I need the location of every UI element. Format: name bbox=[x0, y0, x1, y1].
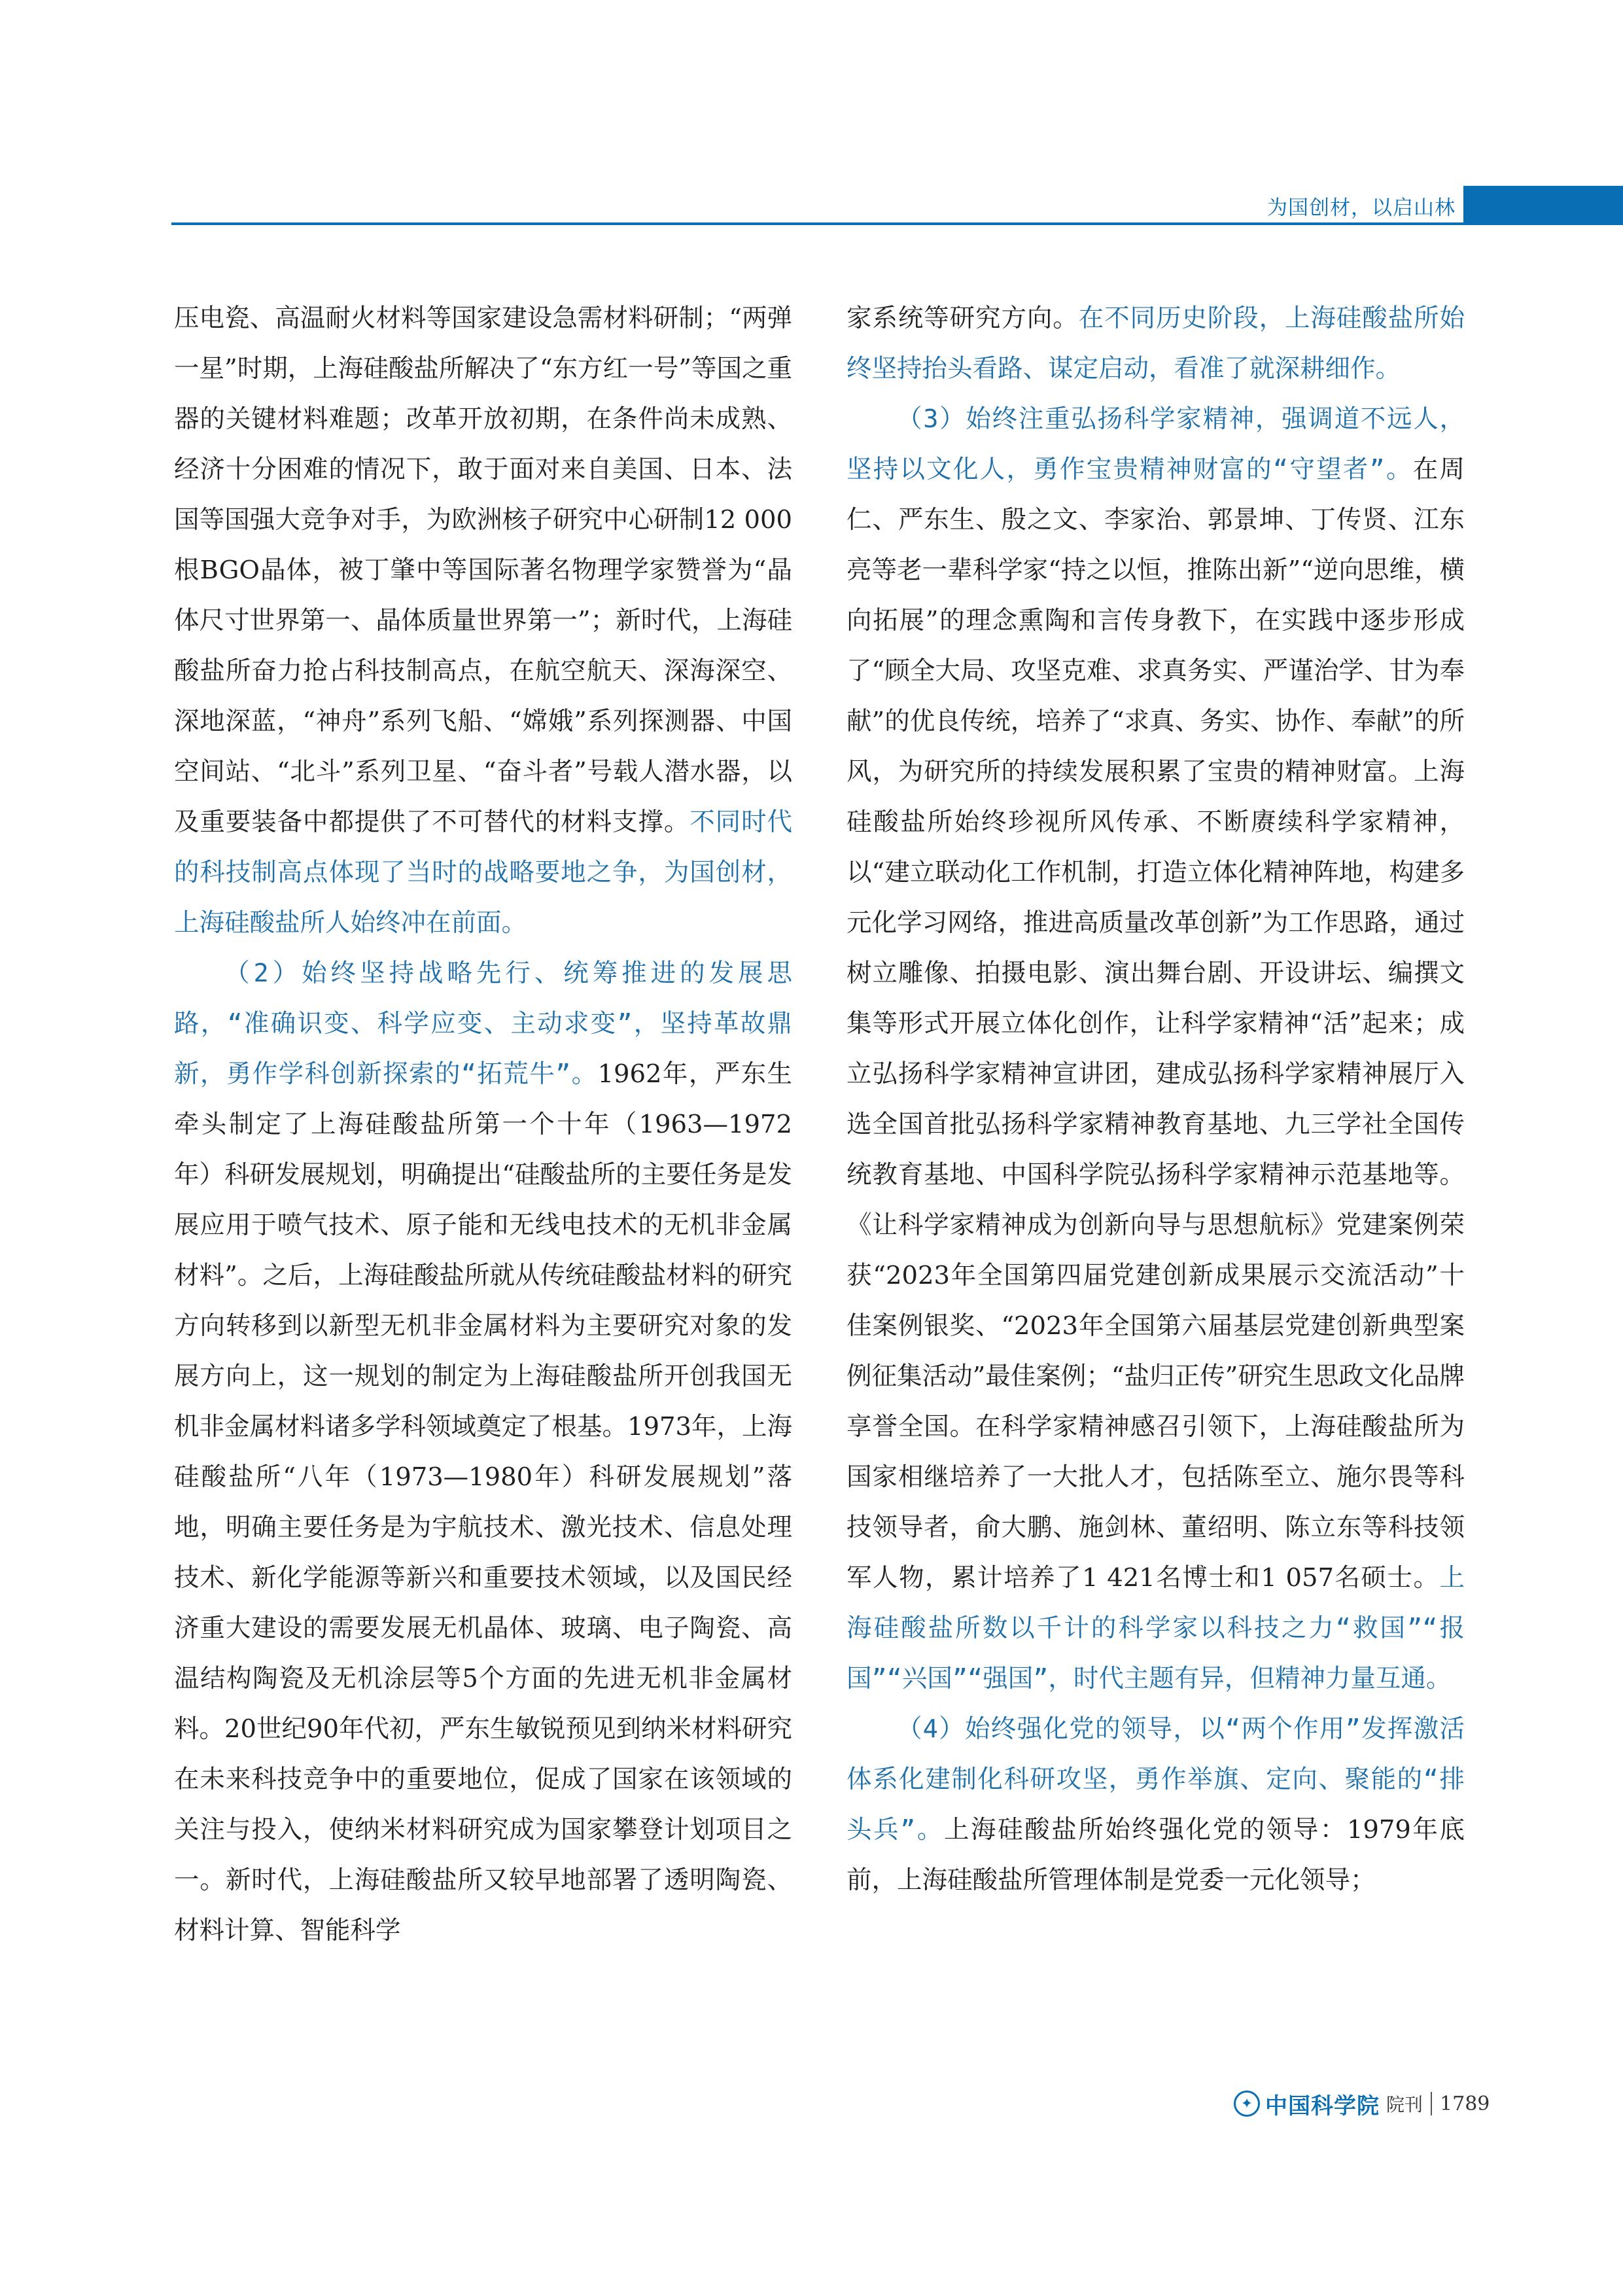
paragraph bbox=[174, 948, 792, 1956]
page-number: 1789 bbox=[1440, 2092, 1490, 2115]
body-text: 家系统等研究方向。 bbox=[846, 304, 1079, 333]
section-heading-2: （2）始终坚持战略先行、统筹推进的发展思路，“准确识变、科学应变、主动求变”，坚持革故鼎新，勇作学科创新探索的“拓荒牛”。 bbox=[174, 959, 792, 1089]
header-color-tab bbox=[1463, 186, 1623, 225]
emphasis-text: 不同时代的科技制高点体现了当时的战略要地之争，为国创材，上海硅酸盐所人始终冲在前面。 bbox=[174, 807, 792, 938]
journal-label: 院刊 bbox=[1386, 2094, 1423, 2115]
paragraph bbox=[174, 293, 792, 948]
header-rule bbox=[171, 222, 1463, 225]
page-footer bbox=[1234, 2084, 1490, 2123]
body-text: 上海硅酸盐所始终强化党的领导：1979年底前，上海硅酸盐所管理体制是党委一元化领导； bbox=[846, 1815, 1465, 1895]
running-header-title: 为国创材，以启山林 bbox=[1267, 196, 1456, 220]
emphasis-text: 在不同历史阶段，上海硅酸盐所始终坚持抬头看路、谋定启动，看准了就深耕细作。 bbox=[846, 304, 1465, 383]
footer-divider bbox=[1431, 2092, 1432, 2115]
body-text: 在周仁、严东生、殷之文、李家治、郭景坤、丁传贤、江东亮等老一辈科学家“持之以恒，推陈出新”“逆向思维，横向拓展”的理念熏陶和言传身教下，在实践中逐步形成了“顾全大局、攻坚克难、求真务实、严谨治学、甘为奉献”的优良传统，培养了“求真、务实、协作、奉献”的所风，为研究所的持续发展积累了宝贵的精神财富。上海硅酸盐所始终珍视所风传承、不断赓续科学家精神，以“建立联动化工作机制，打造立体化精神阵地，构建多元化学习网络，推进高质量改革创新”为工作思路，通过树立雕像、拍摄电影、演出舞台剧、开设讲坛、编撰文集等形式开展立体化创作，让科学家精神“活”起来；成立弘扬科学家精神宣讲团，建成弘扬科学家精神展厅入选全国首批弘扬科学家精神教育基地、九三学社全国传统教育基地、中国科学院弘扬科学家精神示范基地等。《让科学家精神成为创新向导与思想航标》党建案例荣获“2023年全国第四届党建创新成果展示交流活动”十佳案例银奖、“2023年全国第六届基层党建创新典型案例征集活动”最佳案例；“盐归正传”研究生思政文化品牌享誉全国。在科学家精神感召引领下，上海硅酸盐所为国家相继培养了一大批人才，包括陈至立、施尔畏等科技领导者，俞大鹏、施剑林、董绍明、陈立东等科技领军人物，累计培养了1 421名博士和1 057名硕士。 bbox=[846, 455, 1465, 1593]
body-text: 压电瓷、高温耐火材料等国家建设急需材料研制；“两弹一星”时期，上海硅酸盐所解决了“东方红一号”等国之重器的关键材料难题；改革开放初期，在条件尚未成熟、经济十分困难的情况下，敢于面对来自美国、日本、法国等国强大竞争对手，为欧洲核子研究中心研制12 000根BGO晶体，被丁肇中等国际著名物理学家赞誉为“晶体尺寸世界第一、晶体质量世界第一”；新时代，上海硅酸盐所奋力抢占科技制高点，在航空航天、深海深空、深地深蓝，“神舟”系列飞船、“嫦娥”系列探测器、中国空间站、“北斗”系列卫星、“奋斗者”号载人潜水器，以及重要装备中都提供了不可替代的材料支撑。 bbox=[174, 304, 792, 837]
paragraph bbox=[846, 1704, 1465, 1905]
paragraph bbox=[846, 394, 1465, 1704]
journal-logo-text: 中国科学院 bbox=[1265, 2093, 1380, 2119]
left-column bbox=[174, 293, 792, 2073]
body-text: 1962年，严东生牵头制定了上海硅酸盐所第一个十年（1963—1972年）科研发展规划，明确提出“硅酸盐所的主要任务是发展应用于喷气技术、原子能和无线电技术的无机非金属材料”。之后，上海硅酸盐所就从传统硅酸盐材料的研究方向转移到以新型无机非金属材料为主要研究对象的发展方向上，这一规划的制定为上海硅酸盐所开创我国无机非金属材料诸多学科领域奠定了根基。1973年，上海硅酸盐所“八年（1973—1980年）科研发展规划”落地，明确主要任务是为宇航技术、激光技术、信息处理技术、新化学能源等新兴和重要技术领域，以及国民经济重大建设的需要发展无机晶体、玻璃、电子陶瓷、高温结构陶瓷及无机涂层等5个方面的先进无机非金属材料。20世纪90年代初，严东生敏锐预见到纳米材料研究在未来科技竞争中的重要地位，促成了国家在该领域的关注与投入，使纳米材料研究成为国家攀登计划项目之一。新时代，上海硅酸盐所又较早地部署了透明陶瓷、材料计算、智能科学 bbox=[174, 1059, 792, 1945]
section-heading-3: （3）始终注重弘扬科学家精神，强调道不远人，坚持以文化人，勇作宝贵精神财富的“守望者”。 bbox=[846, 404, 1465, 484]
cas-emblem-icon: ✦ bbox=[1234, 2091, 1260, 2117]
right-column bbox=[846, 293, 1465, 2073]
section-heading-4: （4）始终强化党的领导，以“两个作用”发挥激活体系化建制化科研攻坚，勇作举旗、定向、聚能的“排头兵”。 bbox=[846, 1714, 1465, 1845]
emphasis-text: 上海硅酸盐所数以千计的科学家以科技之力“救国”“报国”“兴国”“强国”，时代主题有异，但精神力量互通。 bbox=[846, 1563, 1465, 1693]
paragraph bbox=[846, 293, 1465, 394]
